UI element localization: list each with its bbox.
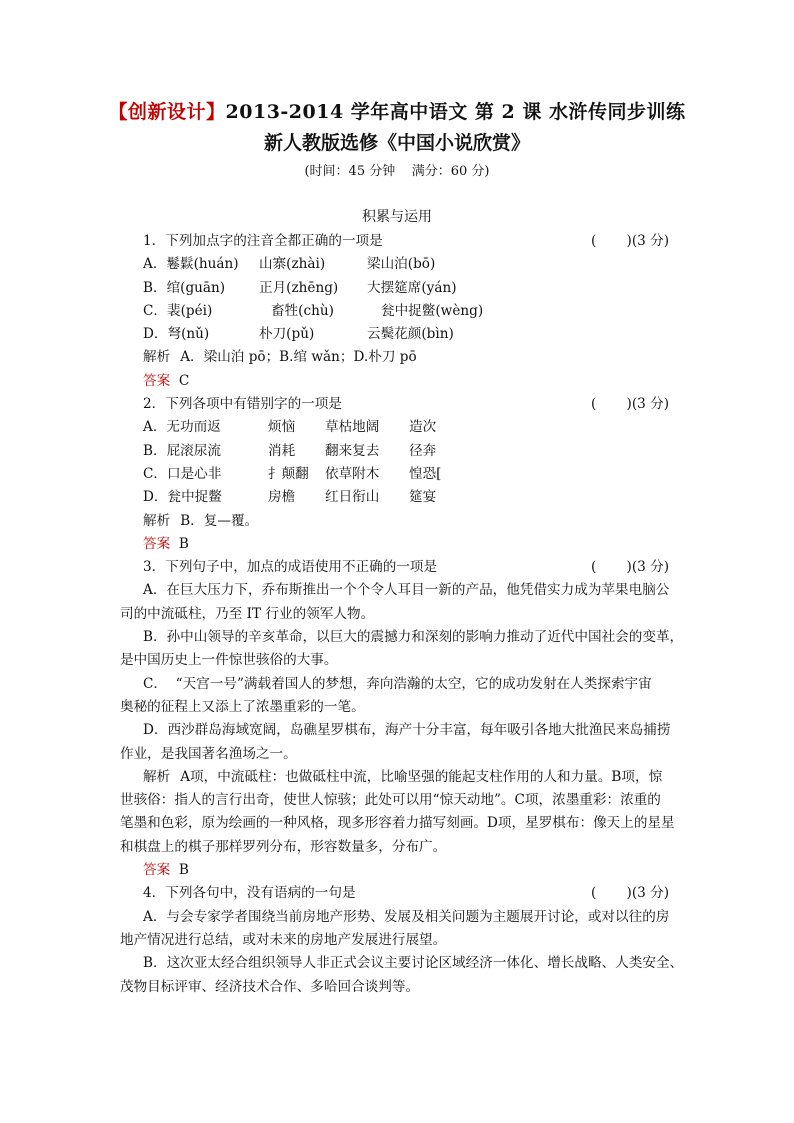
question-3-option-c-line-1: C． “天宫一号”满载着国人的梦想，奔向浩瀚的太空，它的成功发射在人类探索宇宙 — [143, 675, 652, 692]
question-4-score: ( )(3 分) — [590, 885, 669, 902]
question-2-option-b: B．屁滚尿流 消耗 翻来复去 径奔 — [143, 442, 437, 459]
question-2-option-c: C．口是心非 扌颠翻 依草附木 惶恐[ — [143, 465, 442, 482]
question-3-option-a-line-1: A．在巨大压力下，乔布斯推出一个个令人耳目一新的产品，他凭借实力成为苹果电脑公 — [143, 582, 670, 599]
question-3-analysis-line-1: 解析 A项，中流砥柱：也做砥柱中流，比喻坚强的能起支柱作用的人和力量。B项，惊 — [143, 768, 663, 785]
question-2-option-d: D．瓮中捉鳖 房檐 红日衔山 筵宴 — [143, 489, 437, 506]
question-4-option-a-line-2: 地产情况进行总结，或对未来的房地产发展进行展望。 — [120, 931, 447, 948]
question-3-option-b-line-2: 是中国历史上一件惊世骇俗的大事。 — [120, 652, 338, 669]
question-2-score: ( )(3 分) — [590, 396, 669, 413]
question-2-stem: 2．下列各项中有错别字的一项是 ( )(3 分) — [0, 393, 794, 416]
time-score-info: (时间：45 分钟 满分：60 分) — [304, 164, 490, 179]
question-4-option-a-line-1: A．与会专家学者围绕当前房地产形势、发展及相关问题为主题展开讨论，或对以往的房 — [143, 908, 670, 925]
question-3-analysis-line-3: 笔墨和色彩，原为绘画的一种风格，现多形容着力描写刻画。D项，星罗棋布：像天上的星星 — [120, 815, 675, 832]
question-3-option-d-line-1: D．西沙群岛海域宽阔，岛礁星罗棋布，海产十分丰富，每年吸引各地大批渔民来岛捕捞 — [143, 722, 671, 739]
title-brand: 【创新设计】 — [108, 101, 226, 123]
question-2-option-a: A．无功而返 烦恼 草枯地阔 造次 — [143, 419, 437, 436]
question-1-stem: 1．下列加点字的注音全都正确的一项是 ( )(3 分) — [0, 230, 794, 253]
question-1-analysis: 解析 A．梁山泊 pō；B.绾 wǎn；D.朴刀 pō — [143, 349, 417, 366]
question-3-option-d-line-2: 作业，是我国著名渔场之一。 — [120, 745, 297, 762]
question-3-answer: 答案 B — [143, 862, 189, 879]
question-2-answer: 答案 B — [143, 535, 189, 552]
question-list — [0, 230, 794, 999]
document-title — [0, 97, 794, 124]
question-4-option-b-line-1: B．这次亚太经合组织领导人非正式会议主要讨论区域经济一体化、增长战略、人类安全、 — [143, 955, 684, 972]
question-3-option-a-line-2: 司的中流砥柱，乃至 IT 行业的领军人物。 — [120, 605, 375, 622]
question-3-analysis-line-4: 和棋盘上的棋子那样罗列分布，形容数量多，分布广。 — [120, 838, 447, 855]
section-title: 积累与运用 — [362, 209, 432, 225]
question-1-option-a: A．鬈鬏(huán) 山寨(zhài) 梁山泊(bō) — [143, 256, 436, 273]
document-subtitle: 新人教版选修《中国小说欣赏》 — [263, 132, 530, 154]
question-1-option-d: D．弩(nǔ) 朴刀(pǔ) 云鬓花颜(bìn) — [143, 326, 454, 343]
question-4-stem: 4．下列各句中，没有语病的一句是 ( )(3 分) — [0, 882, 794, 905]
question-3-score: ( )(3 分) — [590, 559, 669, 576]
question-1-option-c: C．裴(péi) 畜牲(chù) 瓮中捉鳖(wèng) — [143, 302, 484, 319]
question-1-option-b: B．绾(guān) 正月(zhēng) 大摆筵席(yán) — [143, 279, 457, 296]
question-3-stem: 3．下列句子中，加点的成语使用不正确的一项是 ( )(3 分) — [0, 556, 794, 579]
question-3-analysis-line-2: 世骇俗：指人的言行出奇，使世人惊骇；此处可以用“惊天动地”。C项，浓墨重彩：浓重的 — [120, 792, 661, 809]
question-4-option-b-line-2: 茂物目标评审、经济技术合作、多哈回合谈判等。 — [120, 978, 420, 995]
question-3-option-c-line-2: 奥秘的征程上又添上了浓墨重彩的一笔。 — [120, 698, 365, 715]
question-1-answer: 答案 C — [143, 372, 190, 389]
question-2-analysis: 解析 B．复—覆。 — [143, 512, 259, 529]
question-3-option-b-line-1: B．孙中山领导的辛亥革命，以巨大的震撼力和深刻的影响力推动了近代中国社会的变革， — [143, 629, 684, 646]
question-1-score: ( )(3 分) — [590, 233, 669, 249]
title-text: 2013-2014 学年高中语文 第 2 课 水浒传同步训练 — [225, 101, 686, 123]
